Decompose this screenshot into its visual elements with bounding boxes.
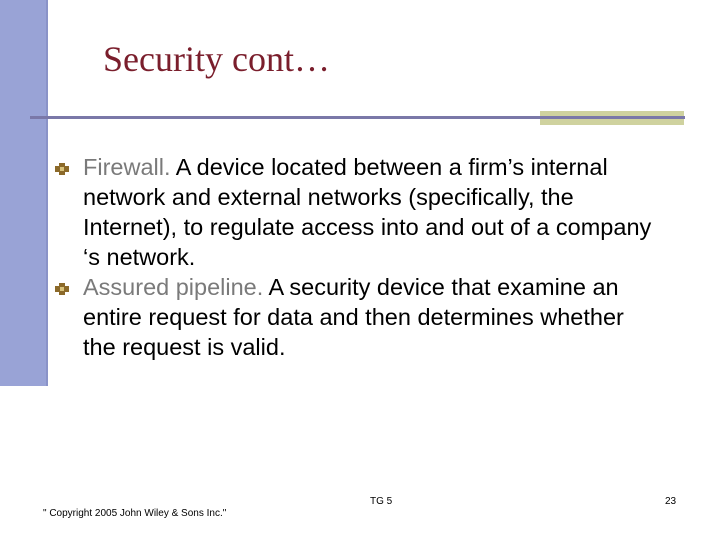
bullet-item-firewall (55, 152, 655, 272)
left-accent-bar (0, 0, 46, 386)
page-number: 23 (665, 496, 677, 507)
title-rule-accent-line (540, 116, 684, 119)
bullet-list (55, 152, 655, 362)
footer-section: TG 5 (370, 496, 393, 507)
footer-copyright: " Copyright 2005 John Wiley & Sons Inc." (43, 508, 227, 519)
square-bullet-icon (55, 283, 69, 295)
square-bullet-icon (55, 163, 69, 175)
bullet-text: A security device that examine an entire request for data and then determines whether the request is valid. (83, 274, 624, 360)
left-accent-bar-edge (46, 0, 48, 386)
bullet-term: Firewall. (83, 154, 171, 180)
bullet-term: Assured pipeline. (83, 274, 264, 300)
bullet-item-assured-pipeline (55, 272, 655, 362)
bullet-text: A device located between a firm’s internal network and external networks (specifically, the Internet), to regulate access into and out of a company ‘s network. (83, 154, 652, 270)
slide-title: Security cont… (103, 39, 330, 79)
